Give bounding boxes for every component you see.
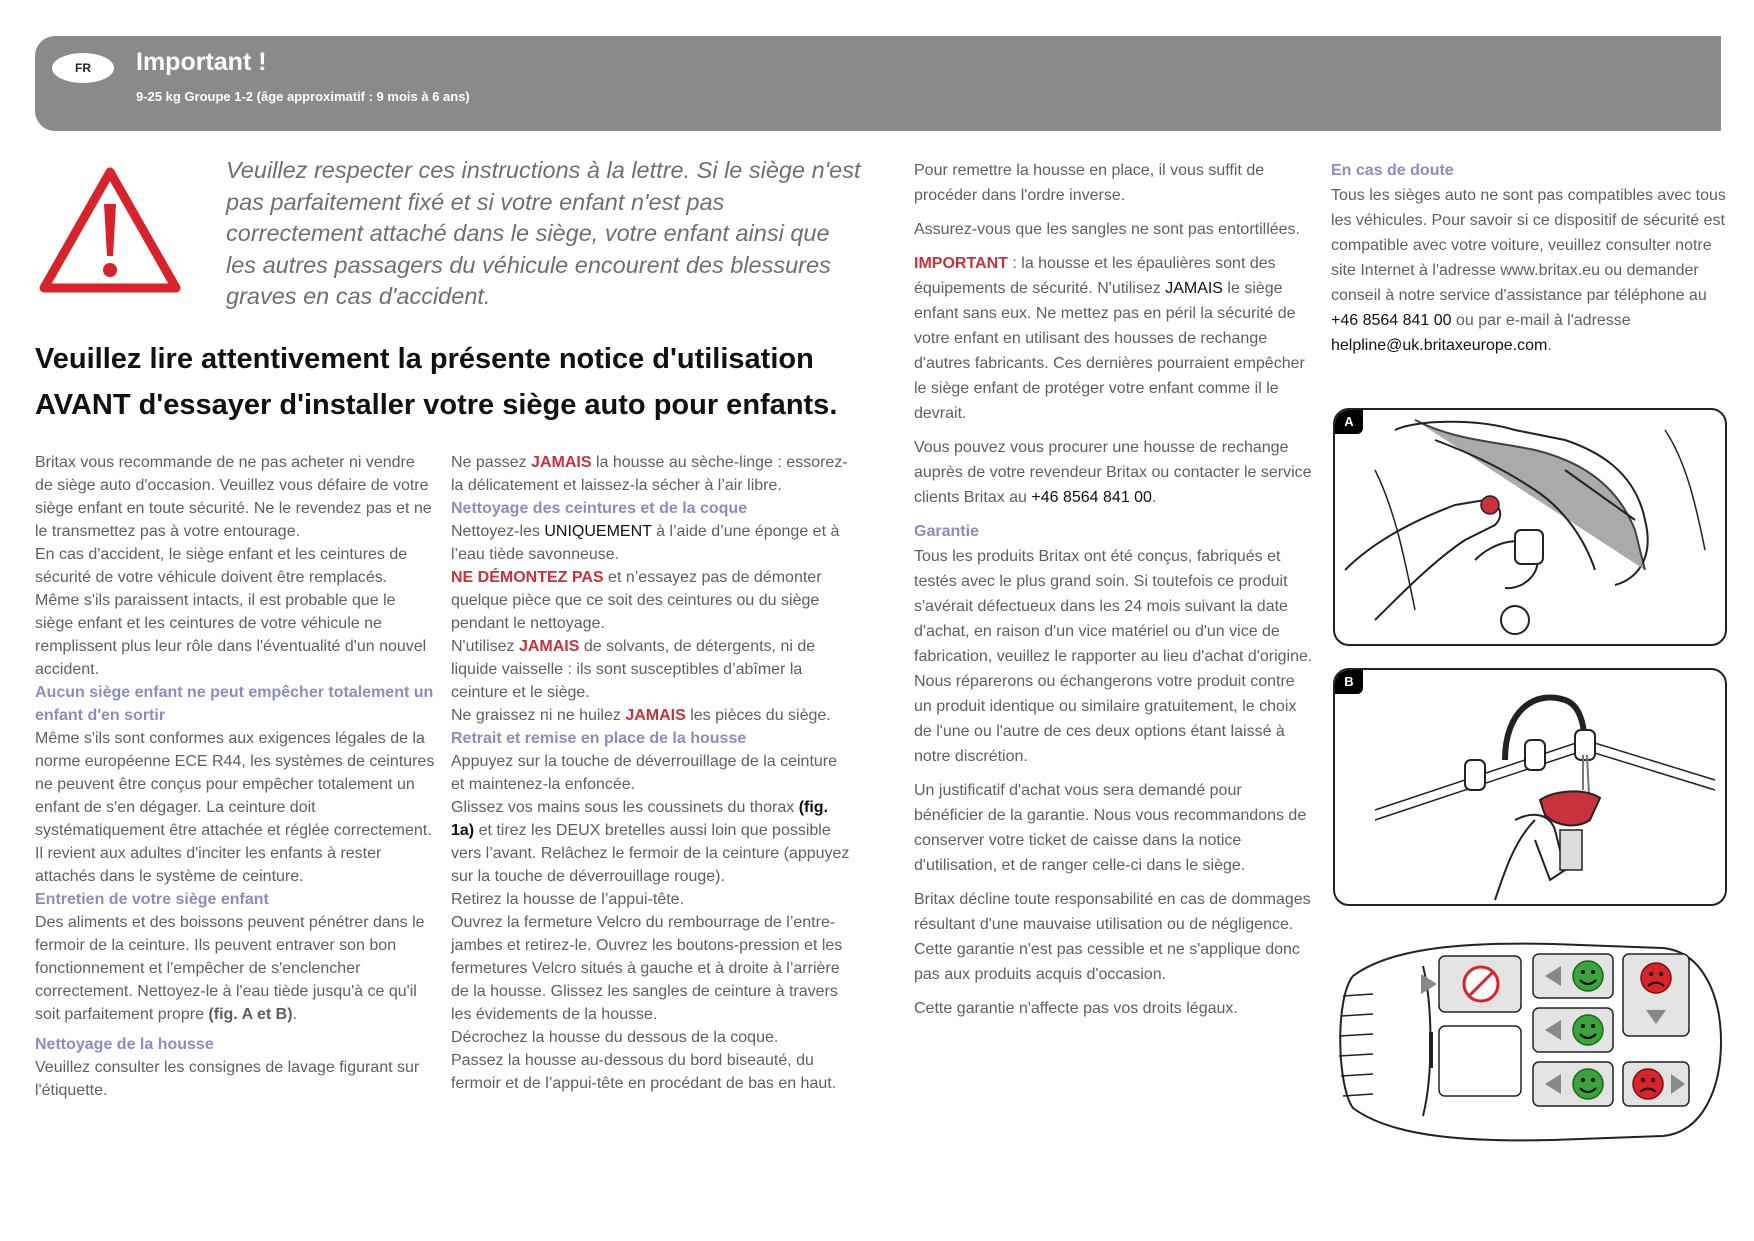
paragraph: Retirez la housse de l’appui-tête. (451, 891, 685, 908)
emphasis-black: UNIQUEMENT (544, 523, 652, 540)
lead-line-1: Veuillez lire attentivement la présente notice d'utilisation (35, 343, 814, 375)
text-span: . (1547, 337, 1552, 354)
emphasis-red: JAMAIS (625, 707, 686, 724)
text-span: et n’essayez pas de démonter quelque pièce que ce soit des ceintures ou du siège pendant le nettoyage. (451, 569, 822, 632)
text-span: les pièces du siège. (685, 707, 831, 724)
text-span: Tous les sièges auto ne sont pas compatibles avec tous les véhicules. Pour savoir si ce dispositif de sécurité est compatible avec votre voiture, veuillez consulter notre site Internet à l'adresse www.britax.eu ou demander conseil à notre service d'assistance par téléphone au (1331, 187, 1726, 304)
text-span: Des aliments et des boissons peuvent pénétrer dans le fermoir de la ceinture. Ils peuvent entraver son bon fonctionnement et l'empêcher de s'enclencher correctement. Nettoyez-le à l'eau tiède jusqu'à ce qu'il soit parfaitement propre (35, 914, 425, 1023)
phone-number: +46 8564 841 00 (1031, 489, 1152, 506)
header-title: Important ! (136, 48, 267, 76)
paragraph: Tous les produits Britax ont été conçus, fabriqués et testés avec le plus grand soin. Si toutefois ce produit s'avérait défectueux dans les 24 mois suivant la date d'achat, en raison d'un vice matériel ou d'un vice de fabrication, veuillez le rapporter au lieu d'achat d'origine. Nous réparerons ou échangerons votre produit contre un produit identique ou similaire gratuitement, le choix de l'une ou l'autre de ces deux options étant laissé à notre discrétion. (914, 548, 1313, 765)
section-heading: Nettoyage des ceintures et de la coque (451, 500, 748, 517)
emphasis-black: JAMAIS (1165, 280, 1223, 297)
paragraph (35, 911, 435, 1026)
paragraph: Britax vous recommande de ne pas acheter ni vendre de siège auto d'occasion. Veuillez vous défaire de votre siège enfant en toute sécurité. Ne le revendez pas et ne le transmettez pas à votre entourage. (35, 454, 432, 540)
buckle-rinsing-illustration (1335, 670, 1725, 904)
paragraph (451, 520, 851, 566)
paragraph: Un justificatif d'achat vous sera demandé pour bénéficier de la garantie. Nous vous recommandons de conserver votre ticket de caisse dans la notice d'utilisation, et de ranger celle-ci dans le siège. (914, 782, 1307, 874)
paragraph: Passez la housse au-dessous du bord biseauté, du fermoir et de l’appui-tête en procédant de bas en haut. (451, 1052, 837, 1092)
text-span: à l’aide d’une éponge et à l’eau tiède savonneuse. (451, 523, 840, 563)
figure-a-label: A (1335, 410, 1363, 434)
text-span: la housse au sèche-linge : essorez-la délicatement et laissez-la sécher à l’air libre. (451, 454, 848, 494)
emphasis-red: JAMAIS (531, 454, 592, 471)
happy-face-icon (1573, 961, 1603, 991)
section-heading: Aucun siège enfant ne peut empêcher totalement un enfant d'en sortir (35, 684, 434, 724)
text-span: . (292, 1006, 298, 1023)
seat-ok-2 (1533, 1008, 1613, 1052)
happy-face-icon (1573, 1015, 1603, 1045)
figure-b (1333, 668, 1727, 906)
emphasis-red: JAMAIS (518, 638, 580, 655)
paragraph (451, 635, 851, 704)
lead-heading (35, 336, 915, 428)
figure-car-positions (1333, 936, 1723, 1148)
phone-number: +46 8564 841 00 (1331, 312, 1452, 329)
language-badge: FR (52, 53, 114, 83)
paragraph: En cas d'accident, le siège enfant et les ceintures de sécurité de votre véhicule doivent être remplacés. Même s'ils paraissent intacts, il est probable que le siège enfant et les ceintures de votre véhicule ne remplissent plus leur rôle dans l'éventualité d'un nouvel accident. (35, 546, 427, 678)
emphasis-red: NE DÉMONTEZ PAS (451, 569, 604, 586)
paragraph (451, 566, 851, 635)
text-span: Nettoyez-les (451, 523, 545, 540)
seat-not-ok-1 (1623, 954, 1689, 1036)
column-2 (451, 451, 851, 1095)
column-1 (35, 451, 435, 1102)
figure-b-label: B (1335, 670, 1363, 694)
section-heading: Entretien de votre siège enfant (35, 891, 269, 908)
seat-ok-3 (1533, 1062, 1613, 1106)
section-heading: En cas de doute (1331, 162, 1454, 179)
paragraph: Pour remettre la housse en place, il vous suffit de procéder dans l'ordre inverse. (914, 162, 1265, 204)
paragraph (914, 435, 1314, 510)
figure-reference: (fig. 1a) (451, 799, 829, 839)
text-span: de solvants, de détergents, ni de liquide vaisselle : ils sont susceptibles d’abîmer la ceinture et le siège. (451, 638, 816, 701)
section-heading: Garantie (914, 523, 979, 540)
paragraph (451, 796, 851, 888)
text-span: Glissez vos mains sous les coussinets du thorax (451, 799, 799, 816)
emphasis-red: IMPORTANT (914, 255, 1008, 272)
text-span: le siège enfant sans eux. Ne mettez pas en péril la sécurité de votre enfant en utilisant des housses de rechange d'autres fabricants. Ces dernières pourraient empêcher le siège enfant de protéger votre enfant comme il le devrait. (914, 280, 1305, 422)
paragraph: Même s'ils sont conformes aux exigences légales de la norme européenne ECE R44, les systèmes de ceintures ne peuvent être conçus pour empêcher totalement un enfant de s'en dégager. La ceinture doit systématiquement être attachée et réglée correctement. Il revient aux adultes d'inciter les enfants à rester attachés dans le système de ceinture. (35, 730, 435, 885)
figure-reference: (fig. A et B) (208, 1006, 293, 1023)
text-span: Ne passez (451, 454, 532, 471)
paragraph: Décrochez la housse du dessous de la coque. (451, 1029, 779, 1046)
paragraph: Assurez-vous que les sangles ne sont pas entortillées. (914, 221, 1300, 238)
seat-not-ok-2 (1623, 1062, 1689, 1106)
text-span: : la housse et les épaulières sont des équipements de sécurité. N'utilisez (914, 255, 1276, 297)
paragraph: Veuillez consulter les consignes de lavage figurant sur l'étiquette. (35, 1059, 420, 1099)
paragraph: Cette garantie n'affecte pas vos droits légaux. (914, 1000, 1238, 1017)
intro-warning-text: Veuillez respecter ces instructions à la lettre. Si le siège n'est pas parfaitement fixé et si votre enfant n'est pas correctement attaché dans le siège, votre enfant ainsi que les autres passagers du véhicule encourent des blessures graves en cas d'accident. (226, 157, 861, 309)
text-span: Vous pouvez vous procurer une housse de rechange auprès de votre revendeur Britax ou contacter le service clients Britax au (914, 439, 1312, 506)
sad-face-icon (1633, 1069, 1663, 1099)
buckle-cleaning-illustration (1335, 410, 1725, 644)
figure-a (1333, 408, 1727, 646)
text-span: ou par e-mail à l'adresse (1451, 312, 1631, 329)
lead-line-2: AVANT d'essayer d'installer votre siège auto pour enfants. (35, 389, 838, 421)
section-heading: Retrait et remise en place de la housse (451, 730, 747, 747)
header-bar (35, 36, 1721, 131)
paragraph (451, 451, 851, 497)
text-span: . (1151, 489, 1157, 506)
text-span: Ne graissez ni ne huilez (451, 707, 626, 724)
email-address: helpline@uk.britaxeurope.com (1331, 337, 1548, 354)
seat-ok-1 (1533, 954, 1613, 998)
driver-seat (1439, 1026, 1521, 1096)
car-seating-diagram (1333, 936, 1723, 1148)
column-4 (1331, 158, 1727, 358)
paragraph (451, 704, 851, 727)
section-heading: Nettoyage de la housse (35, 1036, 214, 1053)
paragraph: Ouvrez la fermeture Velcro du rembourrage de l’entre-jambes et retirez-le. Ouvrez les boutons-pression et les fermetures Velcro situés à gauche et à droite à l’arrière de la housse. Glissez les sangles de ceinture à travers les évidements de la housse. (451, 914, 843, 1023)
warning-triangle-icon (36, 164, 184, 298)
paragraph: Cette garantie n'est pas cessible et ne s'applique donc pas aux produits acquis d'occasion. (914, 941, 1300, 983)
header-subtitle: 9-25 kg Groupe 1-2 (âge approximatif : 9 mois à 6 ans) (136, 89, 470, 104)
paragraph (1331, 183, 1727, 358)
sad-face-icon (1641, 963, 1671, 993)
text-span: et tirez les DEUX bretelles aussi loin que possible vers l’avant. Relâchez le fermoir de la ceinture (appuyez sur la touche de déverrouillage rouge). (451, 822, 850, 885)
paragraph: Britax décline toute responsabilité en cas de dommages résultant d'une mauvaise utilisation ou de négligence. (914, 891, 1311, 933)
paragraph: Appuyez sur la touche de déverrouillage de la ceinture et maintenez-la enfoncée. (451, 753, 838, 793)
happy-face-icon (1573, 1069, 1603, 1099)
column-3 (914, 158, 1314, 1021)
text-span: N'utilisez (451, 638, 519, 655)
paragraph (914, 251, 1314, 426)
